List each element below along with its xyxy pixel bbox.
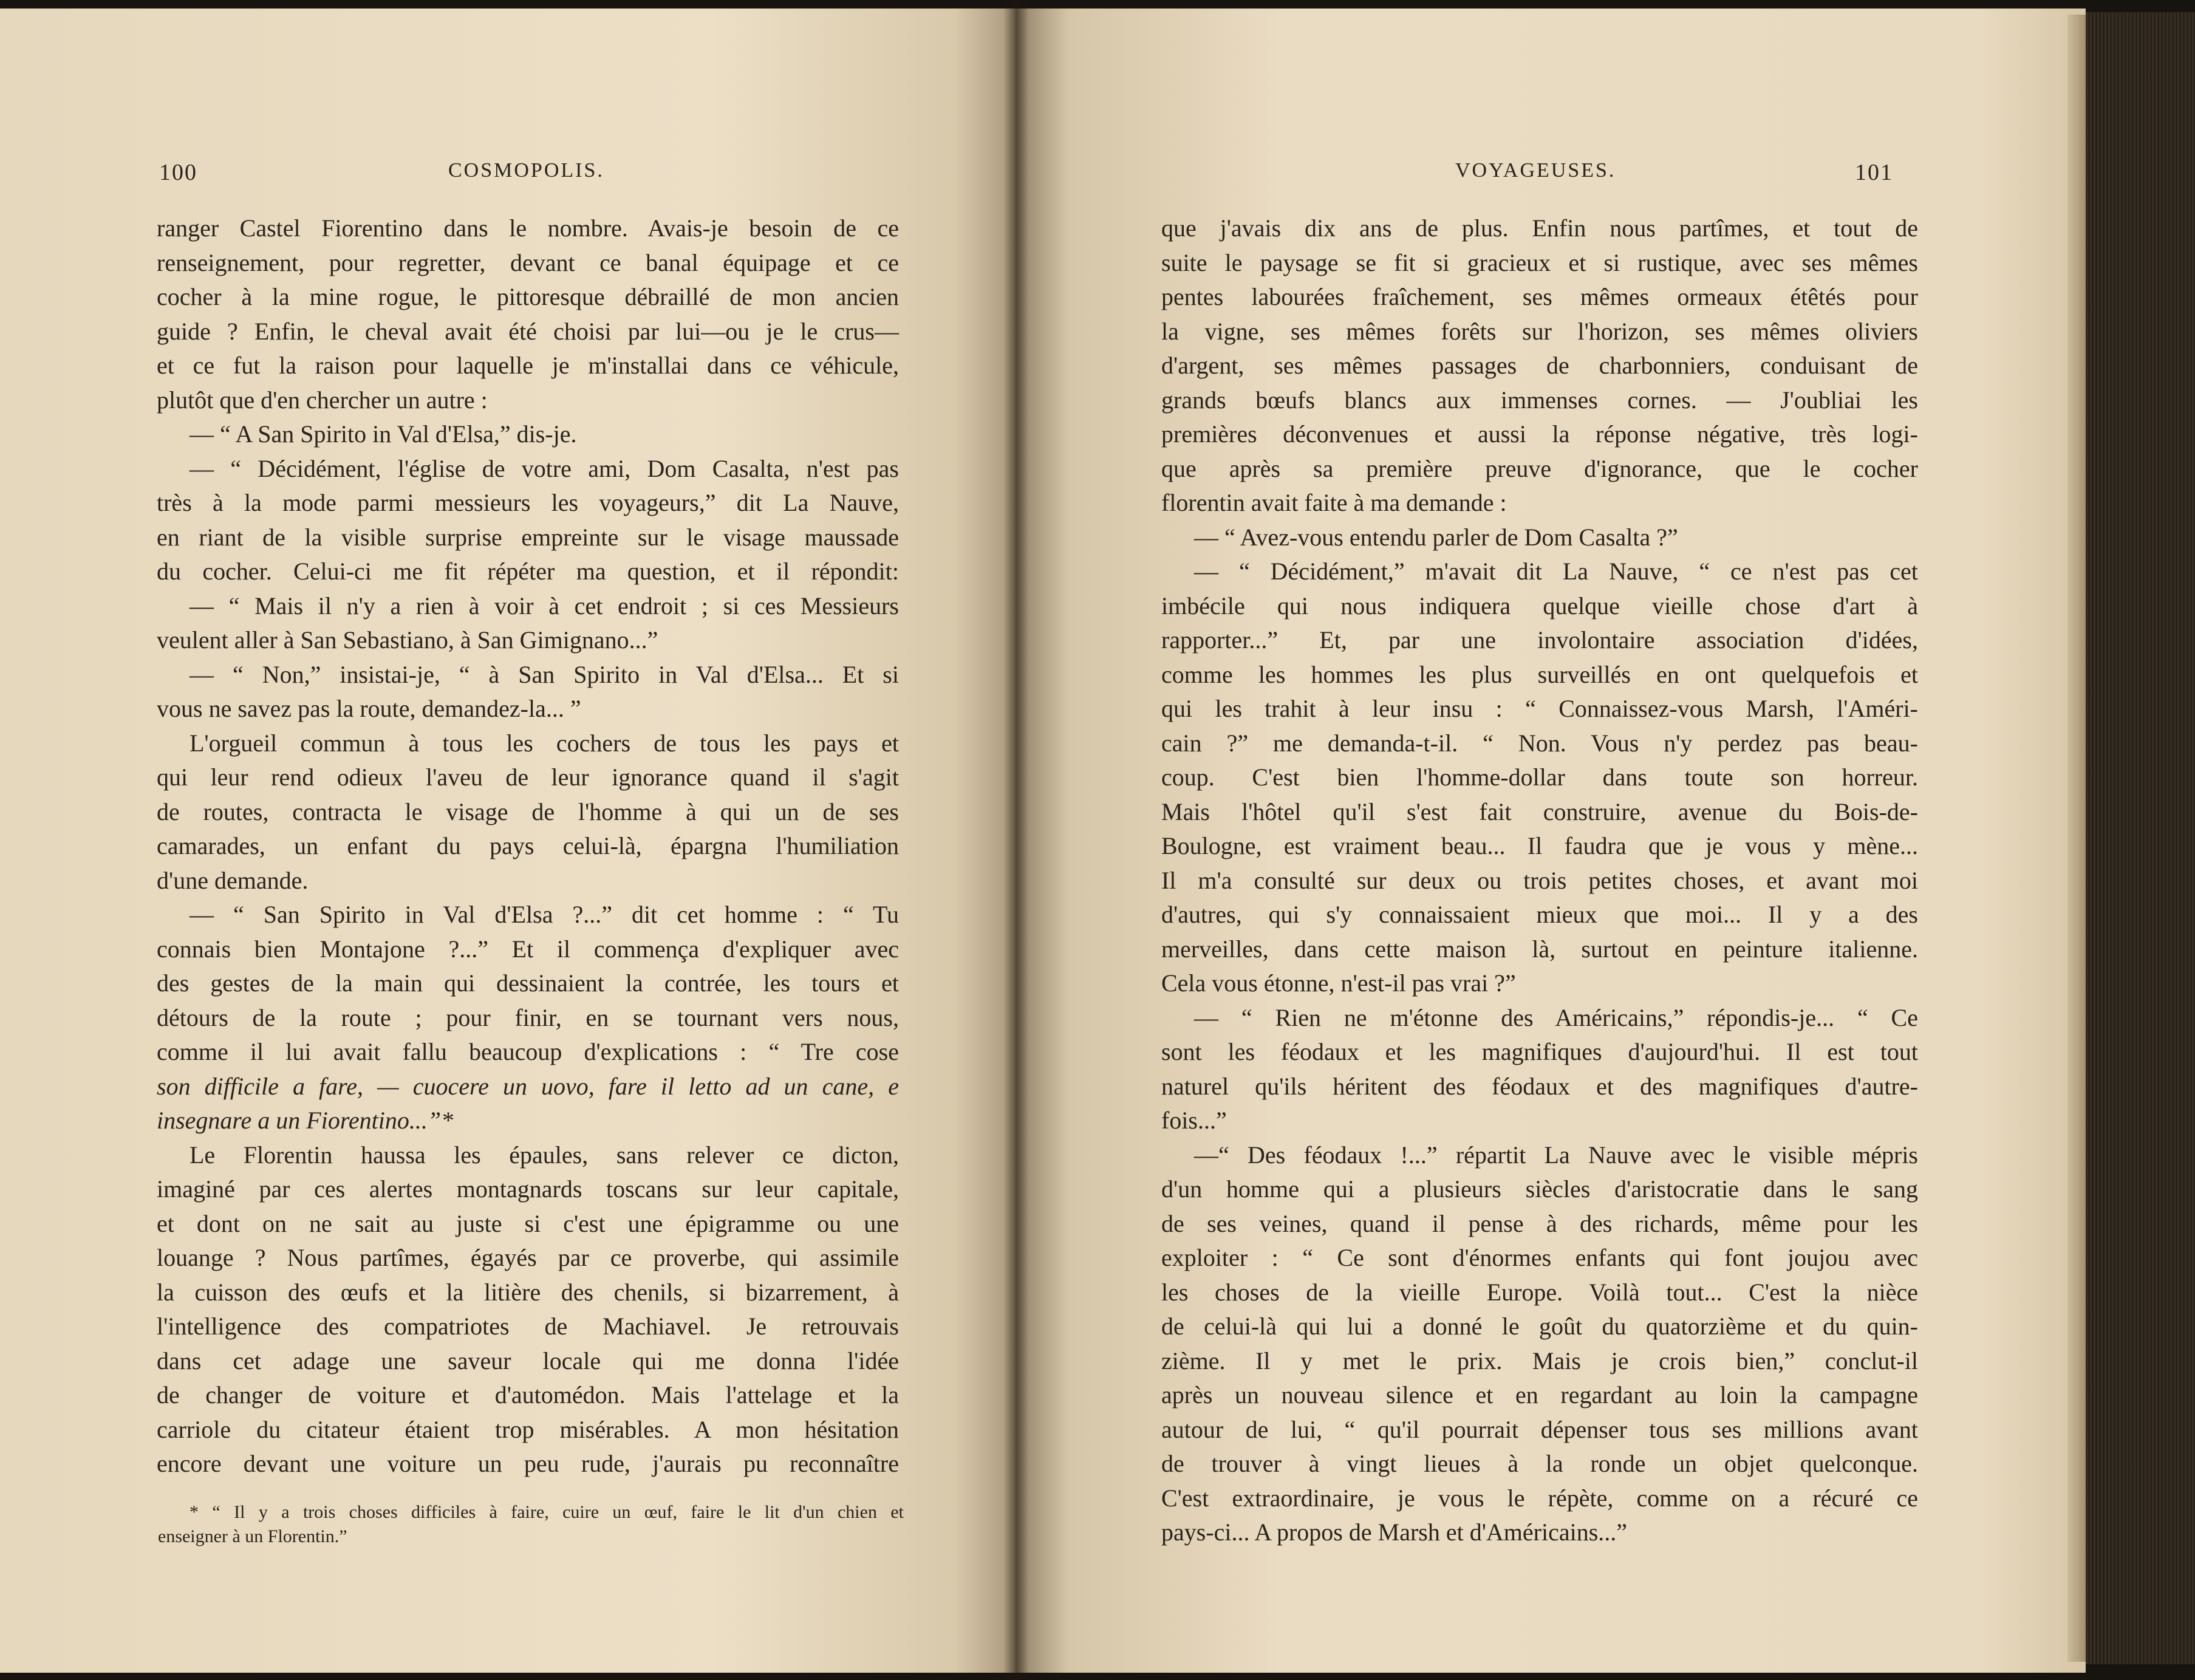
text-line: — “ Non,” insistai-je, “ à San Spirito in Val d'Elsa... Et si [189,660,899,688]
text-line: premières déconvenues et aussi la réponse négative, très logi- [1161,420,1918,448]
text-line: imbécile qui nous indiquera quelque vieille chose d'art à [1161,592,1918,620]
text-line: imaginé par ces alertes montagnards toscans sur leur capitale, [157,1175,899,1203]
book-edge-stack [2086,12,2195,1664]
footnote-line: enseigner à un Florentin.” [158,1526,347,1546]
right-page [1016,9,2086,1673]
text-line: très à la mode parmi messieurs les voyageurs,” dit La Nauve, [157,489,899,516]
text-line: et ce fut la raison pour laquelle je m'installai dans ce véhicule, [157,352,899,379]
right-page-body [1161,211,1918,1550]
text-line: — “ A San Spirito in Val d'Elsa,” dis-je. [189,420,577,448]
text-line: C'est extraordinaire, je vous le répète, comme on a récuré ce [1161,1484,1918,1512]
text-line: connais bien Montajone ?...” Et il commença d'expliquer avec [157,935,899,963]
text-line: vous ne savez pas la route, demandez-la... ” [157,695,581,722]
text-line: merveilles, dans cette maison là, surtout en peinture italienne. [1161,935,1918,963]
text-line: ranger Castel Fiorentino dans le nombre. Avais-je besoin de ce [157,214,899,242]
text-line: en riant de la visible surprise empreinte sur le visage maussade [157,523,899,551]
text-line: de changer de voiture et d'automédon. Mais l'attelage et la [157,1381,899,1409]
text-line: — “ Rien ne m'étonne des Américains,” répondis-je... “ Ce [1194,1003,1918,1031]
text-line: dans cet adage une saveur locale qui me donna l'idée [157,1347,899,1374]
text-line: camarades, un enfant du pays celui-là, épargna l'humiliation [157,832,899,859]
text-line: louange ? Nous partîmes, égayés par ce proverbe, qui assimile [157,1244,899,1271]
text-line: — “ Décidément, l'église de votre ami, Dom Casalta, n'est pas [189,454,899,482]
text-line: — “ San Spirito in Val d'Elsa ?...” dit cet homme : “ Tu [189,901,899,928]
text-line: Le Florentin haussa les épaules, sans relever ce dicton, [189,1141,899,1169]
text-line: d'autres, qui s'y connaissaient mieux que moi... Il y a des [1161,901,1918,928]
text-line: carriole du citateur étaient trop misérables. A mon hésitation [157,1415,899,1443]
text-line: pays-ci... A propos de Marsh et d'Américains...” [1161,1518,1628,1546]
book-gutter [1003,0,1029,1680]
text-line: Cela vous étonne, n'est-il pas vrai ?” [1161,969,1516,997]
text-line: de ses veines, quand il pense à des richards, même pour les [1161,1209,1918,1237]
left-page-footnote [158,1500,904,1549]
footnote-line: * “ Il y a trois choses difficiles à faire, cuire un œuf, faire le lit d'un chien et [189,1502,904,1522]
text-line: insegnare a un Fiorentino...”* [157,1107,454,1134]
text-line: et dont on ne sait au juste si c'est une épigramme ou une [157,1209,899,1237]
text-line: Mais l'hôtel qu'il s'est fait construire, avenue du Bois-de- [1161,797,1918,825]
text-line: que j'avais dix ans de plus. Enfin nous partîmes, et tout de [1161,214,1918,242]
text-line: de celui-là qui lui a donné le goût du quatorzième et du quin- [1161,1313,1918,1340]
text-line: après un nouveau silence et en regardant au loin la campagne [1161,1381,1918,1409]
text-line: fois...” [1161,1107,1227,1134]
text-line: exploiter : “ Ce sont d'énormes enfants qui font joujou avec [1161,1244,1918,1271]
text-line: du cocher. Celui-ci me fit répéter ma question, et il répondit: [157,558,899,585]
text-line: la cuisson des œufs et la litière des chenils, si bizarrement, à [157,1278,899,1306]
right-running-head: VOYAGEUSES. [1455,159,1616,182]
text-line: de trouver à vingt lieues à la ronde un objet quelconque. [1161,1450,1918,1477]
left-running-head: COSMOPOLIS. [448,159,604,182]
text-line: comme il lui avait fallu beaucoup d'explications : “ Tre cose [157,1038,899,1065]
text-line: — “ Mais il n'y a rien à voir à cet endroit ; si ces Messieurs [189,592,899,620]
text-line: la vigne, ses mêmes forêts sur l'horizon, ses mêmes oliviers [1161,317,1918,345]
text-line: encore devant une voiture un peu rude, j'aurais pu reconnaître [157,1450,899,1477]
text-line: — “ Avez-vous entendu parler de Dom Casalta ?” [1194,523,1678,551]
page-edge [2067,15,2088,1662]
text-line: les choses de la vieille Europe. Voilà tout... C'est la nièce [1161,1278,1918,1306]
text-line: son difficile a fare, — cuocere un uovo, fare il letto ad un cane, e [157,1072,899,1100]
text-line: grands bœufs blancs aux immenses cornes. — J'oubliai les [1161,386,1918,414]
text-line: de routes, contracta le visage de l'homme à qui un de ses [157,797,899,825]
text-line: naturel qu'ils héritent des féodaux et des magnifiques d'autre- [1161,1072,1918,1100]
left-page-body [157,211,899,1481]
left-page-number: 100 [159,160,197,185]
text-line: plutôt que d'en chercher un autre : [157,386,488,414]
text-line: suite le paysage se fit si gracieux et si rustique, avec ses mêmes [1161,248,1918,276]
text-line: veulent aller à San Sebastiano, à San Gimignano...” [157,626,658,654]
text-line: L'orgueil commun à tous les cochers de tous les pays et [189,729,899,757]
text-line: sont les féodaux et les magnifiques d'aujourd'hui. Il est tout [1161,1038,1918,1065]
left-page [0,9,1016,1673]
text-line: qui leur rend odieux l'aveu de leur ignorance quand il s'agit [157,763,899,791]
text-line: rapporter...” Et, par une involontaire association d'idées, [1161,626,1918,654]
text-line: qui les trahit à leur insu : “ Connaissez-vous Marsh, l'Améri- [1161,695,1918,722]
text-line: — “ Décidément,” m'avait dit La Nauve, “ ce n'est pas cet [1194,558,1918,585]
text-line: que après sa première preuve d'ignorance, que le cocher [1161,454,1918,482]
text-line: d'une demande. [157,866,309,894]
text-line: cocher à la mine rogue, le pittoresque débraillé de mon ancien [157,283,899,310]
text-line: Il m'a consulté sur deux ou trois petites choses, et avant moi [1161,866,1918,894]
text-line: autour de lui, “ qu'il pourrait dépenser tous ses millions avant [1161,1415,1918,1443]
text-line: guide ? Enfin, le cheval avait été choisi par lui—ou je le crus— [157,317,899,345]
text-line: des gestes de la main qui dessinaient la contrée, les tours et [157,969,899,997]
text-line: l'intelligence des compatriotes de Machiavel. Je retrouvais [157,1313,899,1340]
text-line: détours de la route ; pour finir, en se tournant vers nous, [157,1003,899,1031]
text-line: comme les hommes les plus surveillés en ont quelquefois et [1161,660,1918,688]
text-line: pentes labourées fraîchement, ses mêmes ormeaux étêtés pour [1161,283,1918,310]
text-line: d'argent, ses mêmes passages de charbonniers, conduisant de [1161,352,1918,379]
text-line: renseignement, pour regretter, devant ce banal équipage et ce [157,248,899,276]
text-line: d'un homme qui a plusieurs siècles d'aristocratie dans le sang [1161,1175,1918,1203]
text-line: Boulogne, est vraiment beau... Il faudra que je vous y mène... [1161,832,1918,859]
text-line: cain ?” me demanda-t-il. “ Non. Vous n'y perdez pas beau- [1161,729,1918,757]
right-page-number: 101 [1855,160,1893,185]
text-line: zième. Il y met le prix. Mais je crois bien,” conclut-il [1161,1347,1918,1374]
text-line: florentin avait faite à ma demande : [1161,489,1507,516]
text-line: —“ Des féodaux !...” répartit La Nauve avec le visible mépris [1194,1141,1918,1169]
text-line: coup. C'est bien l'homme-dollar dans toute son horreur. [1161,763,1918,791]
